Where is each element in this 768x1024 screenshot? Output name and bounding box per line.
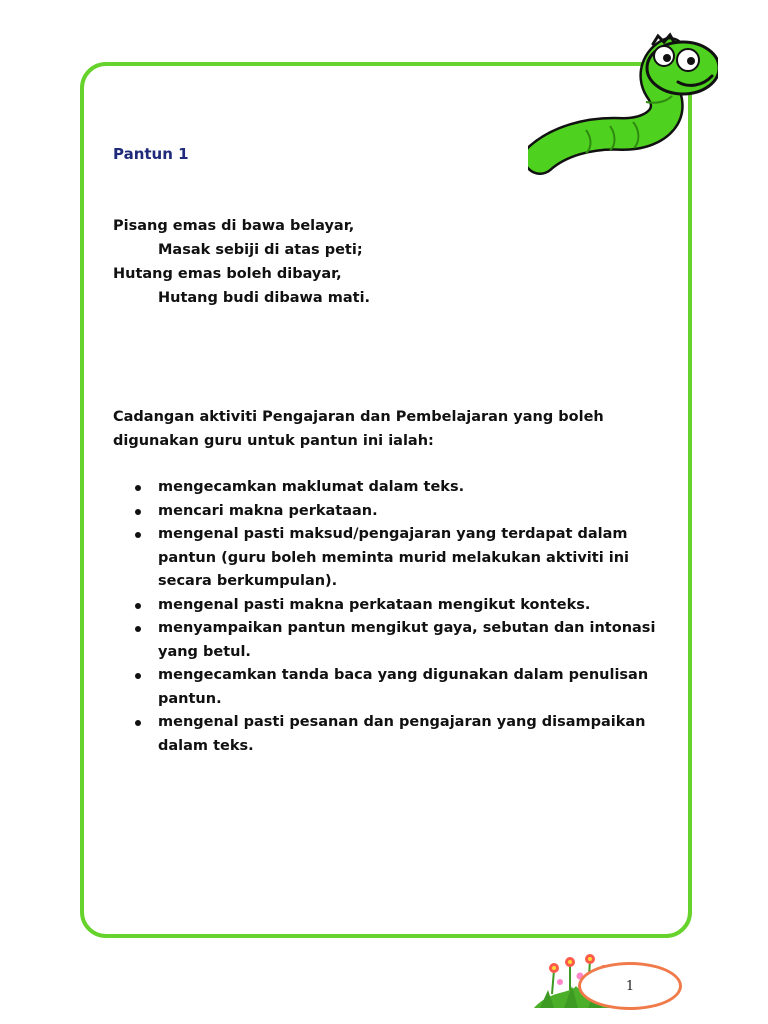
activity-intro: Cadangan aktiviti Pengajaran dan Pembelajaran yang boleh digunakan guru untuk pantun ini ialah:: [113, 409, 604, 449]
page-number: 1: [625, 978, 635, 994]
worm-icon: [528, 30, 718, 180]
activity-item: mengecamkan tanda baca yang digunakan dalam penulisan pantun.: [113, 664, 673, 711]
activity-list: [113, 476, 673, 758]
poem-line-3: Hutang emas boleh dibayar,: [113, 266, 342, 282]
activity-item: mengecamkan maklumat dalam teks.: [113, 476, 673, 500]
activity-item: mengenal pasti pesanan dan pengajaran yang disampaikan dalam teks.: [113, 711, 673, 758]
activity-item: mengenal pasti makna perkataan mengikut konteks.: [113, 594, 673, 618]
activity-item: mengenal pasti maksud/pengajaran yang terdapat dalam pantun (guru boleh meminta murid melakukan aktiviti ini secara berkumpulan).: [113, 523, 673, 594]
poem-line-2: Masak sebiji di atas peti;: [158, 242, 363, 258]
page-title: Pantun 1: [113, 145, 189, 163]
pantun-poem: [113, 214, 370, 310]
poem-line-4: Hutang budi dibawa mati.: [158, 290, 371, 306]
poem-line-1: Pisang emas di bawa belayar,: [113, 218, 355, 234]
activity-item: mencari makna perkataan.: [113, 500, 673, 524]
page-number-badge: [578, 962, 682, 1010]
activity-item: menyampaikan pantun mengikut gaya, sebutan dan intonasi yang betul.: [113, 617, 673, 664]
